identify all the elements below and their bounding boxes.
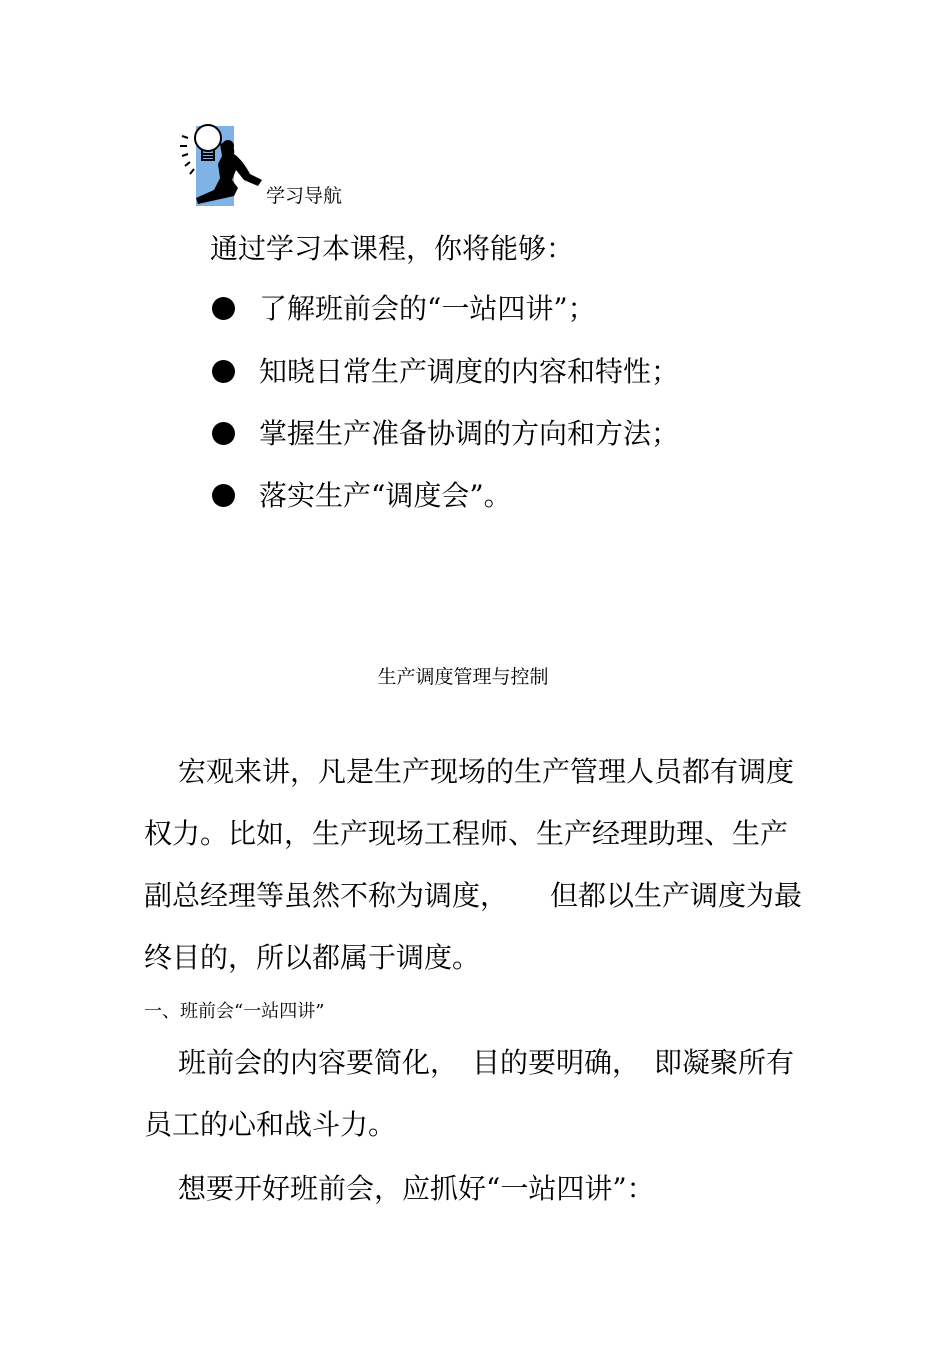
objective-text: 掌握生产准备协调的方向和方法； bbox=[259, 417, 680, 450]
objective-text: 了解班前会的“一站四讲”； bbox=[259, 292, 596, 325]
paragraph-3: 想要开好班前会，应抓好“一站四讲”： bbox=[178, 1172, 655, 1205]
objective-item bbox=[212, 353, 679, 391]
paragraph-1: 宏观来讲，凡是生产现场的生产管理人员都有调度权力。比如，生产现场工程师、生产经理助理、生产副总经理等虽然不称为调度， 但都以生产调度为最终目的，所以都属于调度。 bbox=[144, 755, 803, 974]
bullet-icon bbox=[212, 422, 235, 445]
bullet-icon bbox=[212, 484, 235, 507]
objective-text: 知晓日常生产调度的内容和特性； bbox=[259, 355, 680, 388]
paragraph-2: 班前会的内容要简化， 目的要明确， 即凝聚所有员工的心和战斗力。 bbox=[144, 1046, 795, 1141]
bullet-icon bbox=[212, 297, 235, 320]
objective-text: 落实生产“调度会”。 bbox=[259, 479, 512, 512]
objective-item bbox=[212, 415, 679, 453]
objective-item bbox=[212, 477, 512, 515]
section-title: 生产调度管理与控制 bbox=[377, 666, 549, 688]
objective-item bbox=[212, 290, 596, 328]
nav-label: 学习导航 bbox=[266, 185, 343, 207]
lightbulb-man-icon bbox=[176, 116, 268, 208]
sub-heading: 一、班前会“一站四讲” bbox=[144, 1001, 325, 1022]
intro-text: 通过学习本课程，你将能够： bbox=[210, 232, 575, 265]
bullet-icon bbox=[212, 360, 235, 383]
